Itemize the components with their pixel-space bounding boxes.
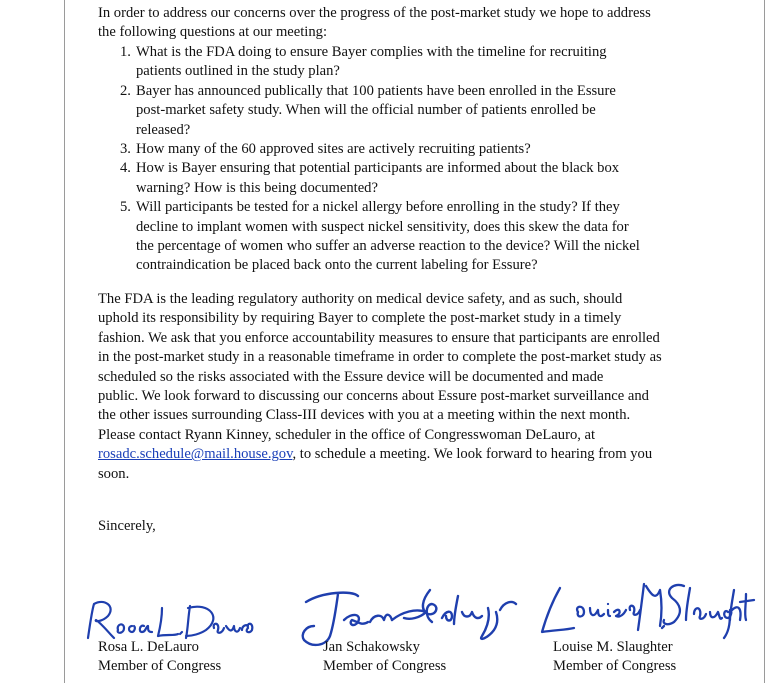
signer-name: Rosa L. DeLauro [98,639,199,655]
signer-slaughter [553,638,676,677]
question-line: released? [136,121,191,138]
question-line: decline to implant women with suspect nickel sensitivity, does this skew the data for [136,218,629,235]
intro-line: the following questions at our meeting: [98,24,328,41]
question-number: 5. [120,199,131,216]
email-line [98,445,738,464]
body-line: uphold its responsibility by requiring Bayer to complete the post-market study in a timely [98,310,622,327]
intro-line: In order to address our concerns over the progress of the post-market study we hope to address [98,5,651,21]
body-line: fashion. We ask that you enforce accountability measures to ensure that participants are enrolled [98,329,660,346]
question-item [98,43,738,82]
question-line: post-market safety study. When will the official number of patients enrolled be [136,102,596,119]
question-line: warning? How is this being documented? [136,179,378,196]
question-line: What is the FDA doing to ensure Bayer complies with the timeline for recruiting [136,44,607,60]
body-line: public. We look forward to discussing our concerns about Essure post-market surveillance and [98,388,649,405]
question-list [98,43,738,276]
body-paragraph [98,290,738,484]
question-line: contraindication be placed back onto the current labeling for Essure? [136,257,538,274]
question-item [98,82,738,140]
question-number: 1. [120,44,131,60]
signer-title: Member of Congress [98,658,222,675]
body-line: scheduled so the risks associated with the Essure device will be documented and made [98,368,604,385]
signer-name: Louise M. Slaughter [553,639,673,655]
body-line: the other issues surrounding Class-III devices with you at a meeting within the next month. [98,407,631,424]
question-line: How many of the 60 approved sites are actively recruiting patients? [136,141,531,158]
body-line: in the post-market study in a reasonable timeframe in order to complete the post-market study as [98,349,662,366]
email-line-text: , to schedule a meeting. We look forward to hearing from you [292,446,653,463]
intro-paragraph [98,4,651,43]
closing: Sincerely, [98,518,156,534]
signer-name: Jan Schakowsky [323,639,420,655]
signer-delauro [98,638,221,677]
question-item [98,198,738,276]
question-number: 4. [120,160,131,177]
question-item [98,140,738,159]
body-line: soon. [98,465,130,482]
question-line: Bayer has announced publically that 100 patients have been enrolled in the Essure [136,82,616,99]
question-line: the percentage of women who suffer an adverse reaction to the device? Will the nickel [136,238,640,255]
question-line: patients outlined in the study plan? [136,63,340,80]
signer-schakowsky [323,638,446,677]
signature-slaughter [534,574,756,648]
question-item [98,159,738,198]
page-left-edge [64,0,65,683]
body-line: The FDA is the leading regulatory authority on medical device safety, and as such, should [98,291,623,307]
body-line: Please contact Ryann Kinney, scheduler in the office of Congresswoman DeLauro, at [98,426,596,443]
page-right-edge [764,0,765,683]
signer-title: Member of Congress [553,658,677,675]
question-line: How is Bayer ensuring that potential participants are informed about the black box [136,160,620,177]
question-number: 2. [120,82,131,99]
question-line: Will participants be tested for a nickel allergy before enrolling in the study? If they [136,199,620,216]
signer-title: Member of Congress [323,658,447,675]
question-number: 3. [120,141,131,158]
email-link[interactable]: rosadc.schedule@mail.house.gov [98,446,293,463]
